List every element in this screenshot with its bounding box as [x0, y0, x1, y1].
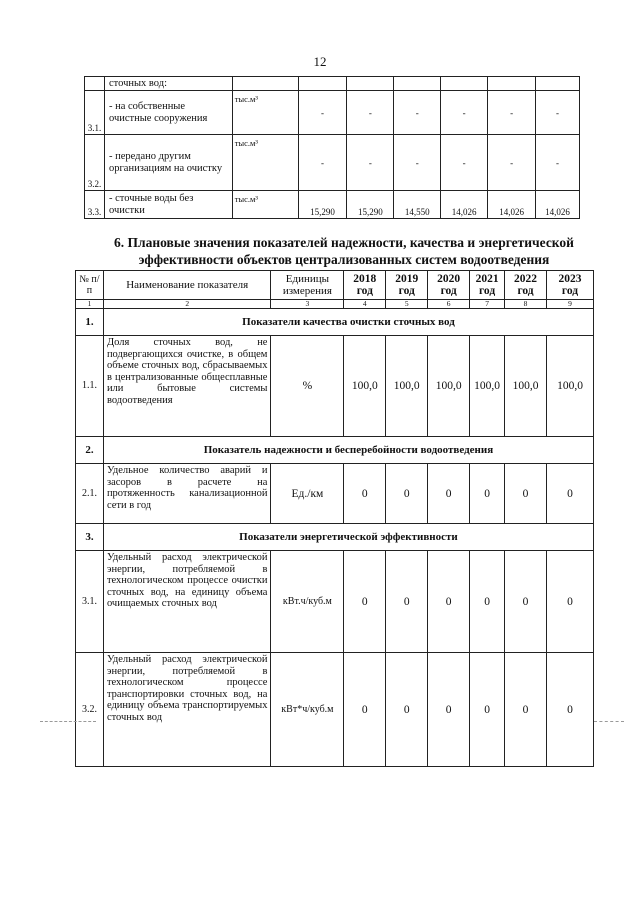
- row-value: -: [441, 91, 488, 135]
- section-row: [76, 309, 594, 336]
- header-year: 2019 год: [386, 271, 428, 300]
- row-name: Удельное количество аварий и засоров в расчете на протяженность канализационной сети в год: [103, 464, 271, 524]
- scan-artifact-line: [40, 721, 96, 722]
- header-unit: Единицы измерения: [271, 271, 344, 300]
- header-name: Наименование показателя: [103, 271, 271, 300]
- table-row: [85, 191, 580, 219]
- row-value: 0: [428, 551, 470, 653]
- row-value: 0: [547, 551, 594, 653]
- row-value: 100,0: [470, 336, 505, 437]
- row-value: 0: [344, 464, 386, 524]
- header-year: 2018 год: [344, 271, 386, 300]
- row-value: -: [298, 135, 347, 191]
- row-value: 14,026: [488, 191, 536, 219]
- row-value: -: [347, 135, 394, 191]
- row-name: Удельный расход электрической энергии, потребляемой в технологическом процессе транспортировки сточных вод, на единицу объема транспортируемых сточных вод: [103, 653, 271, 767]
- table-row: [76, 464, 594, 524]
- indicators-table: [75, 270, 594, 767]
- row-name: Удельный расход электрической энергии, потребляемой в технологическом процессе очистки сточных вод, на единицу объема очищаемых сточных вод: [103, 551, 271, 653]
- row-value: 14,026: [441, 191, 488, 219]
- header-row: [76, 271, 594, 300]
- table-row: [85, 91, 580, 135]
- section-row: [76, 524, 594, 551]
- row-value: 100,0: [344, 336, 386, 437]
- table-row: [85, 135, 580, 191]
- scan-artifact-line: [594, 721, 624, 722]
- column-index: 6: [428, 300, 470, 309]
- row-value: 0: [470, 653, 505, 767]
- row-value: 0: [547, 464, 594, 524]
- row-value: -: [394, 135, 441, 191]
- header-year: 2021 год: [470, 271, 505, 300]
- header-year: 2022 год: [505, 271, 547, 300]
- row-value: 0: [470, 551, 505, 653]
- row-value: 100,0: [428, 336, 470, 437]
- row-value: 0: [344, 653, 386, 767]
- row-value: 0: [505, 551, 547, 653]
- row-value: 100,0: [505, 336, 547, 437]
- table-row: [76, 551, 594, 653]
- row-value: -: [298, 91, 347, 135]
- row-number: 3.2.: [85, 135, 105, 191]
- column-index: 5: [386, 300, 428, 309]
- row-value: 100,0: [547, 336, 594, 437]
- row-name: Доля сточных вод, не подвергающихся очистке, в общем объеме сточных вод, сбрасываемых в централизованные общесплавные или бытовые системы водоотведения: [103, 336, 271, 437]
- row-value: 0: [428, 464, 470, 524]
- row-name: - сточные воды без очистки: [104, 191, 232, 219]
- header-num: № п/п: [76, 271, 104, 300]
- row-unit: Ед./км: [271, 464, 344, 524]
- row-value: 0: [505, 464, 547, 524]
- row-value: 14,550: [394, 191, 441, 219]
- row-unit: тыс.м³: [232, 135, 298, 191]
- header-year: 2023 год: [547, 271, 594, 300]
- row-value: -: [394, 91, 441, 135]
- row-unit: тыс.м³: [232, 191, 298, 219]
- row-number: 3.1.: [85, 91, 105, 135]
- sewage-volume-table: [84, 76, 580, 219]
- row-value: 15,290: [347, 191, 394, 219]
- row-value: -: [488, 91, 536, 135]
- row-number: 3.1.: [76, 551, 104, 653]
- row-value: 0: [505, 653, 547, 767]
- column-index: 3: [271, 300, 344, 309]
- row-value: 0: [386, 464, 428, 524]
- row-value: -: [347, 91, 394, 135]
- row-unit: %: [271, 336, 344, 437]
- column-index: 8: [505, 300, 547, 309]
- section-title: Показатель надежности и бесперебойности водоотведения: [103, 437, 593, 464]
- section-title: Показатели энергетической эффективности: [103, 524, 593, 551]
- row-value: 100,0: [386, 336, 428, 437]
- row-value: 14,026: [536, 191, 580, 219]
- row-value: 0: [344, 551, 386, 653]
- row-value: -: [488, 135, 536, 191]
- row-number: 1.1.: [76, 336, 104, 437]
- row-value: 0: [547, 653, 594, 767]
- column-index: 2: [103, 300, 271, 309]
- table-row: [85, 77, 580, 91]
- row-value: -: [536, 91, 580, 135]
- continued-label: сточных вод:: [104, 77, 232, 91]
- row-unit: тыс.м³: [232, 91, 298, 135]
- section-number: 3.: [76, 524, 104, 551]
- row-value: 0: [386, 653, 428, 767]
- row-value: -: [441, 135, 488, 191]
- row-value: 0: [428, 653, 470, 767]
- section-number: 1.: [76, 309, 104, 336]
- row-value: -: [536, 135, 580, 191]
- row-name: - передано другим организациям на очистку: [104, 135, 232, 191]
- page-number: 12: [313, 54, 327, 69]
- column-index: 9: [547, 300, 594, 309]
- column-index: 7: [470, 300, 505, 309]
- row-value: 0: [386, 551, 428, 653]
- section-row: [76, 437, 594, 464]
- row-value: 0: [470, 464, 505, 524]
- row-unit: кВт.ч/куб.м: [271, 551, 344, 653]
- table-row: [76, 336, 594, 437]
- row-unit: кВт*ч/куб.м: [271, 653, 344, 767]
- row-name: - на собственные очистные сооружения: [104, 91, 232, 135]
- section-heading: 6. Плановые значения показателей надежности, качества и энергетической эффективности объектов централизованных систем водоотведения: [114, 235, 574, 267]
- row-number: 3.2.: [76, 653, 104, 767]
- table-row: [76, 653, 594, 767]
- header-year: 2020 год: [428, 271, 470, 300]
- column-index: 1: [76, 300, 104, 309]
- row-number: 3.3.: [85, 191, 105, 219]
- column-index: 4: [344, 300, 386, 309]
- section-number: 2.: [76, 437, 104, 464]
- row-value: 15,290: [298, 191, 347, 219]
- section-title: Показатели качества очистки сточных вод: [103, 309, 593, 336]
- row-number: 2.1.: [76, 464, 104, 524]
- index-row: [76, 300, 594, 309]
